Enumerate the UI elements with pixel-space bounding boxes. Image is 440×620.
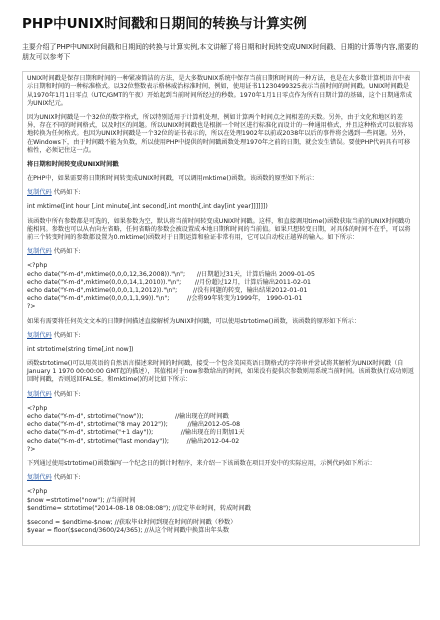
paragraph-strtotime-desc: 函数strtotime()可以用英语的自然语言描述来时间的时间戳，接受一个包含美国英语日期格式的字符串并尝试将其解析为UNIX时间戳（自January 1 1970 00:00:00 GMT起的描述），其值相对于now参数给出的时间，如果没有提供次参数则用系统当前时间。该函数执行成功则返回时间戳，否则返回FALSE。和mktime()的对比如下所示：	[27, 360, 414, 384]
code-block-strtotime-prototype: int strtotime(string time[,int now])	[27, 345, 134, 353]
paragraph-mktime-params: 该函数中所有参数都是可选的，如果参数为空，默认将当前时间转变成UNIX时间戳。这样，和直接调用time()函数获取当前的UNIX时间戳功能相同。参数也可以从右向左省略，任何省略的参数会被设置成本地日期和时间的当前值。如果只想转变日期，对具体的时间不在乎，可以将前三个转变时间的参数都设置为0.mktime()函数对于日期运算和验证非常有用，它可以自动校正越界的输入。如下所示：	[27, 217, 411, 241]
code-line: <?php	[27, 404, 48, 412]
code-label: 复制代码 代码如下:	[27, 189, 81, 197]
code-line: echo date("Y-m-d",mktime(0,0,0,14,1,2010))."\n"; //月份超过12月，计算后输出2011-02-01	[27, 278, 311, 286]
code-label: 复制代码 代码如下:	[27, 474, 81, 482]
copy-code-link[interactable]: 复制代码	[27, 189, 52, 197]
code-line: echo date("Y-m-d", strtotime("+1 day")); //输出现在的日期加1天	[27, 429, 245, 437]
code-line: ?>	[27, 445, 36, 453]
copy-code-link[interactable]: 复制代码	[27, 390, 52, 398]
paragraph-format-notes: 因为UNIX时间戳是一个32位的数字格式，所以特别适用于计算机处理，例如计算两个时间点之间相差的天数。另外，由于文化和地区的差异，存在不同的时间格式，以及时区的问题。所以UNIX时间戳也是根据一个时区进行标准化而设计的一种通用格式，并且这种格式可以很容易地转换为任何格式。也因为UNIX时间戳是一个32位的证书表示的，所以在处理1902年以前或2038年以后的事件将会遇到一些问题。另外，在Windows下，由于时间戳不能为负数，所以使用PHP中提供的时间戳函数处理1970年之前的日期，就会发生错误。要使PHP代码具有可移植性，必须记住这一点。	[27, 113, 414, 154]
code-line: $second = $endtime-$now; //获取毕业时间到现在时间的时间戳（秒数）	[27, 518, 237, 526]
paragraph-strtotime-intro: 如果有需要将任何英文文本的日期时间描述直接解析为UNIX时间戳，可以使用strtotime()函数，该函数的原形如下所示：	[27, 317, 361, 325]
copy-code-link[interactable]: 复制代码	[27, 474, 52, 482]
page-title: PHP中UNIX时间戳和日期间的转换与计算实例	[22, 16, 307, 32]
copy-code-link[interactable]: 复制代码	[27, 331, 52, 339]
code-label: 复制代码 代码如下:	[27, 390, 81, 398]
code-label: 复制代码 代码如下:	[27, 248, 81, 256]
paragraph-countdown-intro: 下列通过使用strtotime()函数编写一个纪念日的倒计时程序，来介绍一下该函数在项目开发中的实际应用，示例代码如下所示：	[27, 459, 376, 467]
code-label: 复制代码 代码如下:	[27, 331, 81, 339]
code-block-mktime-examples	[27, 262, 415, 311]
article-body	[22, 71, 420, 546]
code-line: $now =strtotime("now"); //当前时间	[27, 496, 136, 504]
code-block-strtotime-examples	[27, 405, 415, 454]
code-line: echo date("Y-m-d", strtotime("last monday")); //输出2012-04-02	[27, 437, 240, 445]
code-line: <?php	[27, 488, 48, 496]
code-line: <?php	[27, 262, 48, 270]
code-line: $endtime= strtotime("2014-08-18 08:08:08"); //设定毕业时间，转成时间戳	[27, 504, 251, 512]
code-line: echo date("Y-m-d", strtotime("now")); //输出现在的时间戳	[27, 413, 229, 420]
paragraph-mktime-intro: 在PHP中，如果需要将日期和时间转变成UNIX时间戳，可以调用mktime()函数。该函数的原型如下所示：	[27, 175, 318, 183]
code-line: echo date("Y-m-d", strtotime("8 may 2012")); //输出2012-05-08	[27, 421, 241, 429]
code-block-countdown	[27, 488, 415, 535]
copy-code-link[interactable]: 复制代码	[27, 248, 52, 256]
code-block-mktime-prototype: int mktime([int hour [,int minute[,int second[,int month[,int day[int year]]]]]])	[27, 203, 268, 211]
section-heading-convert: 将日期和时间转变成UNIX时间戳	[27, 160, 119, 168]
code-line: ?>	[27, 303, 36, 311]
paragraph-unix-timestamp: UNIX时间戳是保存日期和时间的一种紧凑简洁的方法，是大多数UNIX系统中保存当前日期和时间的一种方法，也是在大多数计算机语言中表示日期和时间的一种标准格式。以32位整数表示格林威治标准时间，例如，使用证书11230499325表示当前时间的时间戳。UNIX时间戳是从1970年1月1日零点（UTC/GMT的午夜）开始起到当前时间所经过的秒数。1970年1月1日零点作为所有日期计算的基础，这个日期通常成为UNIX纪元。	[27, 75, 412, 107]
code-line: echo date("Y-m-d",mktime(0,0,0,12,36,2008))."\n"; //日期超过31天，计算后输出 2009-01-05	[27, 270, 315, 278]
code-line: echo date("Y-m-d",mktime(0,0,0,1,1,99))."\n"; //会将99年转变为1999年， 1990-01-01	[27, 295, 303, 303]
code-line: echo date("Y-m-d",mktime(0,0,0,1,1,2012))."\n"; //没有问题的转变，输出结果2012-01-01	[27, 286, 308, 294]
code-line: $year = floor($second/3600/24/365); //从这个时间戳中换算出年头数	[27, 527, 230, 535]
document-page	[22, 0, 420, 546]
intro-summary: 主要介绍了PHP中UNIX时间戳和日期间的转换与计算实例,本文讲解了将日期和时间转变成UNIX时间戳、日期的计算等内容,需要的朋友可以参考下	[22, 43, 419, 62]
